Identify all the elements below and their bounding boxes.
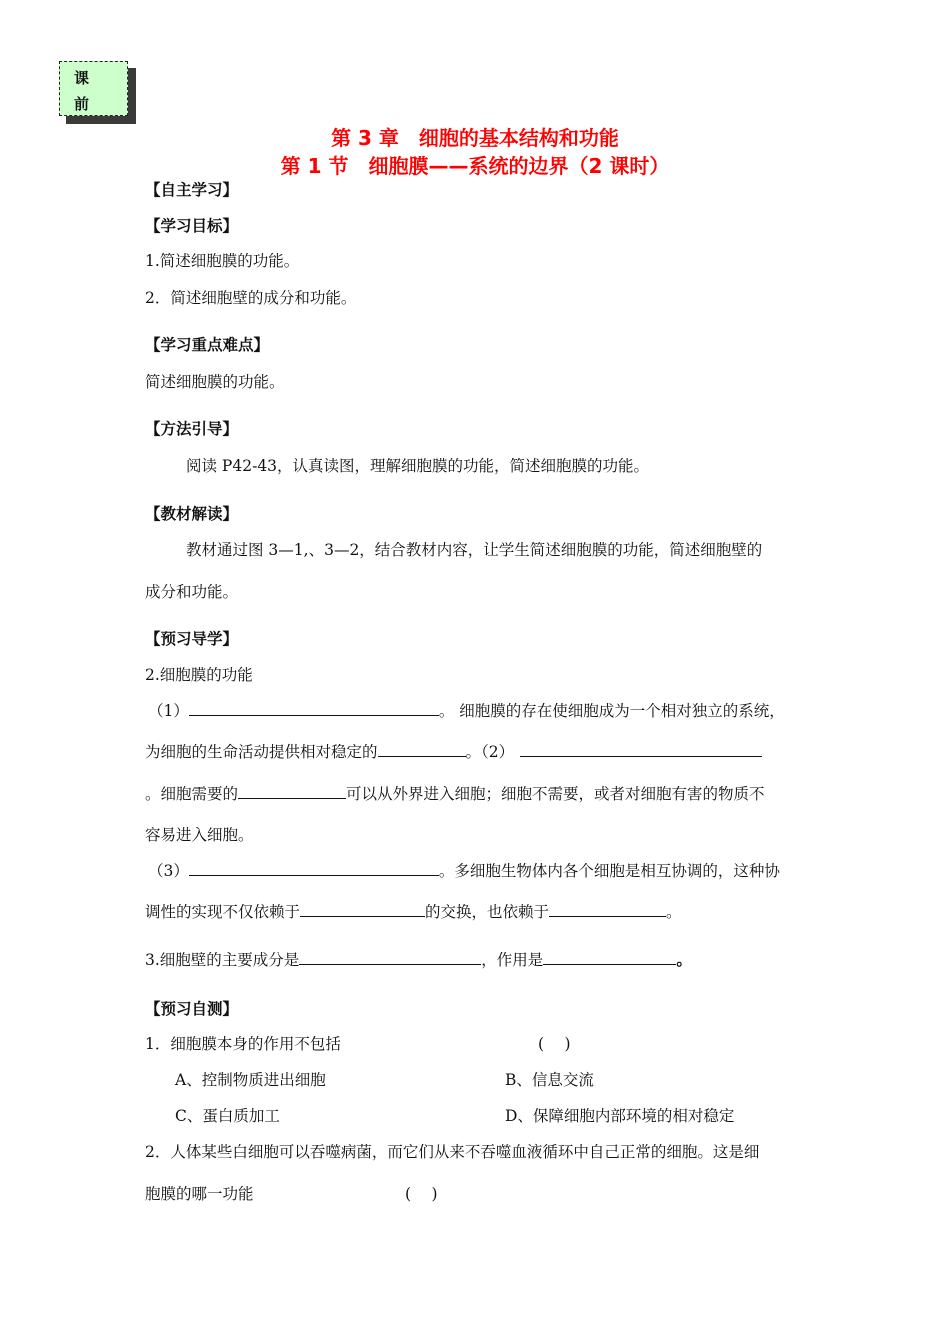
p1-line2-before: 为细胞的生命活动提供相对稳定的 <box>145 743 378 761</box>
heading-method: 【方法引导】 <box>145 420 239 438</box>
p3-label: （3） <box>148 862 189 880</box>
item3-mid: ，作用是 <box>481 951 544 969</box>
objective-1: 1.简述细胞膜的功能。 <box>145 252 300 270</box>
heading-objectives: 【学习目标】 <box>145 217 239 235</box>
preview-p3-line2 <box>145 900 682 922</box>
badge-line2: 前 <box>74 95 90 113</box>
p1-line2-mid: 。（2） <box>465 743 515 761</box>
blank-p1-stable[interactable] <box>378 740 466 757</box>
p3-after: 。多细胞生物体内各个细胞是相互协调的，这种协 <box>438 862 780 880</box>
textbook-line1: 教材通过图 3—1,、3—2，结合教材内容，让学生简述细胞膜的功能，简述细胞壁的 <box>186 541 763 559</box>
p3-line2-end: 。 <box>666 903 682 921</box>
q1-option-a[interactable]: A、控制物质进出细胞 <box>175 1071 326 1089</box>
blank-p1[interactable] <box>189 699 439 716</box>
badge-box <box>59 61 128 116</box>
key-points-text: 简述细胞膜的功能。 <box>145 373 285 391</box>
q1-option-d[interactable]: D、保障细胞内部环境的相对稳定 <box>505 1107 735 1125</box>
q1-option-b[interactable]: B、信息交流 <box>505 1071 594 1089</box>
q2-line2: 胞膜的哪一功能 <box>145 1185 254 1203</box>
item3-before: 3.细胞壁的主要成分是 <box>145 951 300 969</box>
blank-item3-function[interactable] <box>543 948 676 965</box>
heading-self-study: 【自主学习】 <box>145 181 239 199</box>
p2-line1-after: 可以从外界进入细胞；细胞不需要，或者对细胞有害的物质不 <box>346 785 765 803</box>
preview-p1-line1 <box>148 699 785 721</box>
p1-label: （1） <box>148 702 189 720</box>
blank-p2[interactable] <box>520 740 762 757</box>
blank-p2-needed[interactable] <box>238 782 346 799</box>
preview-item2-title: 2.细胞膜的功能 <box>145 666 253 684</box>
badge-line1: 课 <box>74 69 90 87</box>
method-text: 阅读 P42-43，认真读图，理解细胞膜的功能，简述细胞膜的功能。 <box>186 457 650 475</box>
q1-option-c[interactable]: C、蛋白质加工 <box>175 1107 280 1125</box>
p3-line2-before: 调性的实现不仅依赖于 <box>145 903 301 921</box>
chapter-title: 第 3 章 细胞的基本结构和功能 <box>331 126 619 150</box>
preview-p2-line1 <box>145 782 765 804</box>
preview-p1-line2 <box>145 740 762 762</box>
q1-text: 1．细胞膜本身的作用不包括 <box>145 1035 341 1053</box>
heading-textbook: 【教材解读】 <box>145 505 239 523</box>
item3-end: 。 <box>676 950 692 969</box>
q2-paren: ( ) <box>405 1185 438 1203</box>
preview-item3 <box>145 948 692 970</box>
preview-p3-line1 <box>148 859 780 881</box>
q2-line1: 2．人体某些白细胞可以吞噬病菌，而它们从来不吞噬血液循环中自己正常的细胞。这是细 <box>145 1143 760 1161</box>
heading-key-points: 【学习重点难点】 <box>145 336 270 354</box>
q1-paren: ( ) <box>538 1035 571 1053</box>
heading-self-test: 【预习自测】 <box>145 1000 239 1018</box>
preview-p2-line2: 容易进入细胞。 <box>145 826 254 844</box>
p3-line2-mid: 的交换，也依赖于 <box>425 903 550 921</box>
p1-after: 。 细胞膜的存在使细胞成为一个相对独立的系统， <box>438 702 785 720</box>
blank-p3-exchange[interactable] <box>300 900 425 917</box>
section-title: 第 1 节 细胞膜——系统的边界（2 课时） <box>280 154 670 178</box>
objective-2: 2．简述细胞壁的成分和功能。 <box>145 289 357 307</box>
p2-line1-before: 。细胞需要的 <box>145 785 239 803</box>
textbook-line2: 成分和功能。 <box>145 583 239 601</box>
heading-preview: 【预习导学】 <box>145 630 239 648</box>
blank-item3-component[interactable] <box>299 948 481 965</box>
blank-p3-depends[interactable] <box>549 900 666 917</box>
blank-p3[interactable] <box>189 859 439 876</box>
